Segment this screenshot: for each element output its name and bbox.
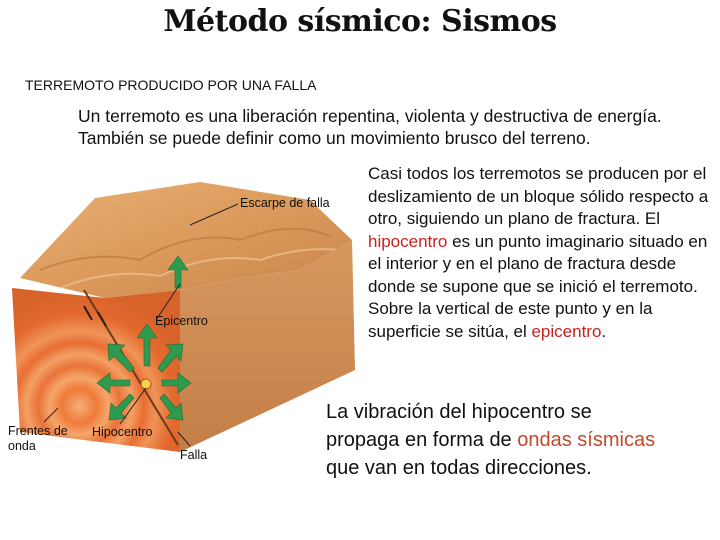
label-escarpe: Escarpe de falla [240, 196, 330, 210]
label-frentes: Frentes de onda [8, 424, 68, 453]
propagation-text-2: que van en todas direcciones. [326, 457, 592, 479]
explanation-paragraph [368, 163, 713, 343]
label-hipocentro: Hipocentro [92, 425, 153, 439]
explanation-text-2: es un punto imaginario situado en el interior y en el plano de fractura desde donde se supone que se inició el terremoto. Sobre la vertical de este punto y en la superficie se sitúa, el [368, 231, 708, 341]
explanation-text-1: Casi todos los terremotos se producen por el deslizamiento de un bloque sólido respecto a otro, siguiendo un plano de fractura. El [368, 164, 709, 228]
epicentro-term: epicentro [531, 321, 602, 341]
label-falla: Falla [180, 448, 208, 462]
ondas-sismicas-term: ondas sísmicas [517, 429, 656, 451]
page-title: Método sísmico: Sismos [163, 4, 557, 39]
hypocenter-dot [141, 379, 151, 389]
propagation-paragraph [326, 398, 666, 482]
intro-paragraph: Un terremoto es una liberación repentina, violenta y destructiva de energía. También se puede definir como un movimiento brusco del terreno. [78, 106, 662, 148]
explanation-text-3: . [601, 321, 607, 341]
label-epicentro: Epicentro [155, 314, 208, 328]
section-subtitle: TERREMOTO PRODUCIDO POR UNA FALLA [25, 77, 317, 93]
hipocentro-term: hipocentro [368, 231, 448, 251]
propagation-text-1: La vibración del hipocentro se propaga en forma de [326, 401, 592, 451]
